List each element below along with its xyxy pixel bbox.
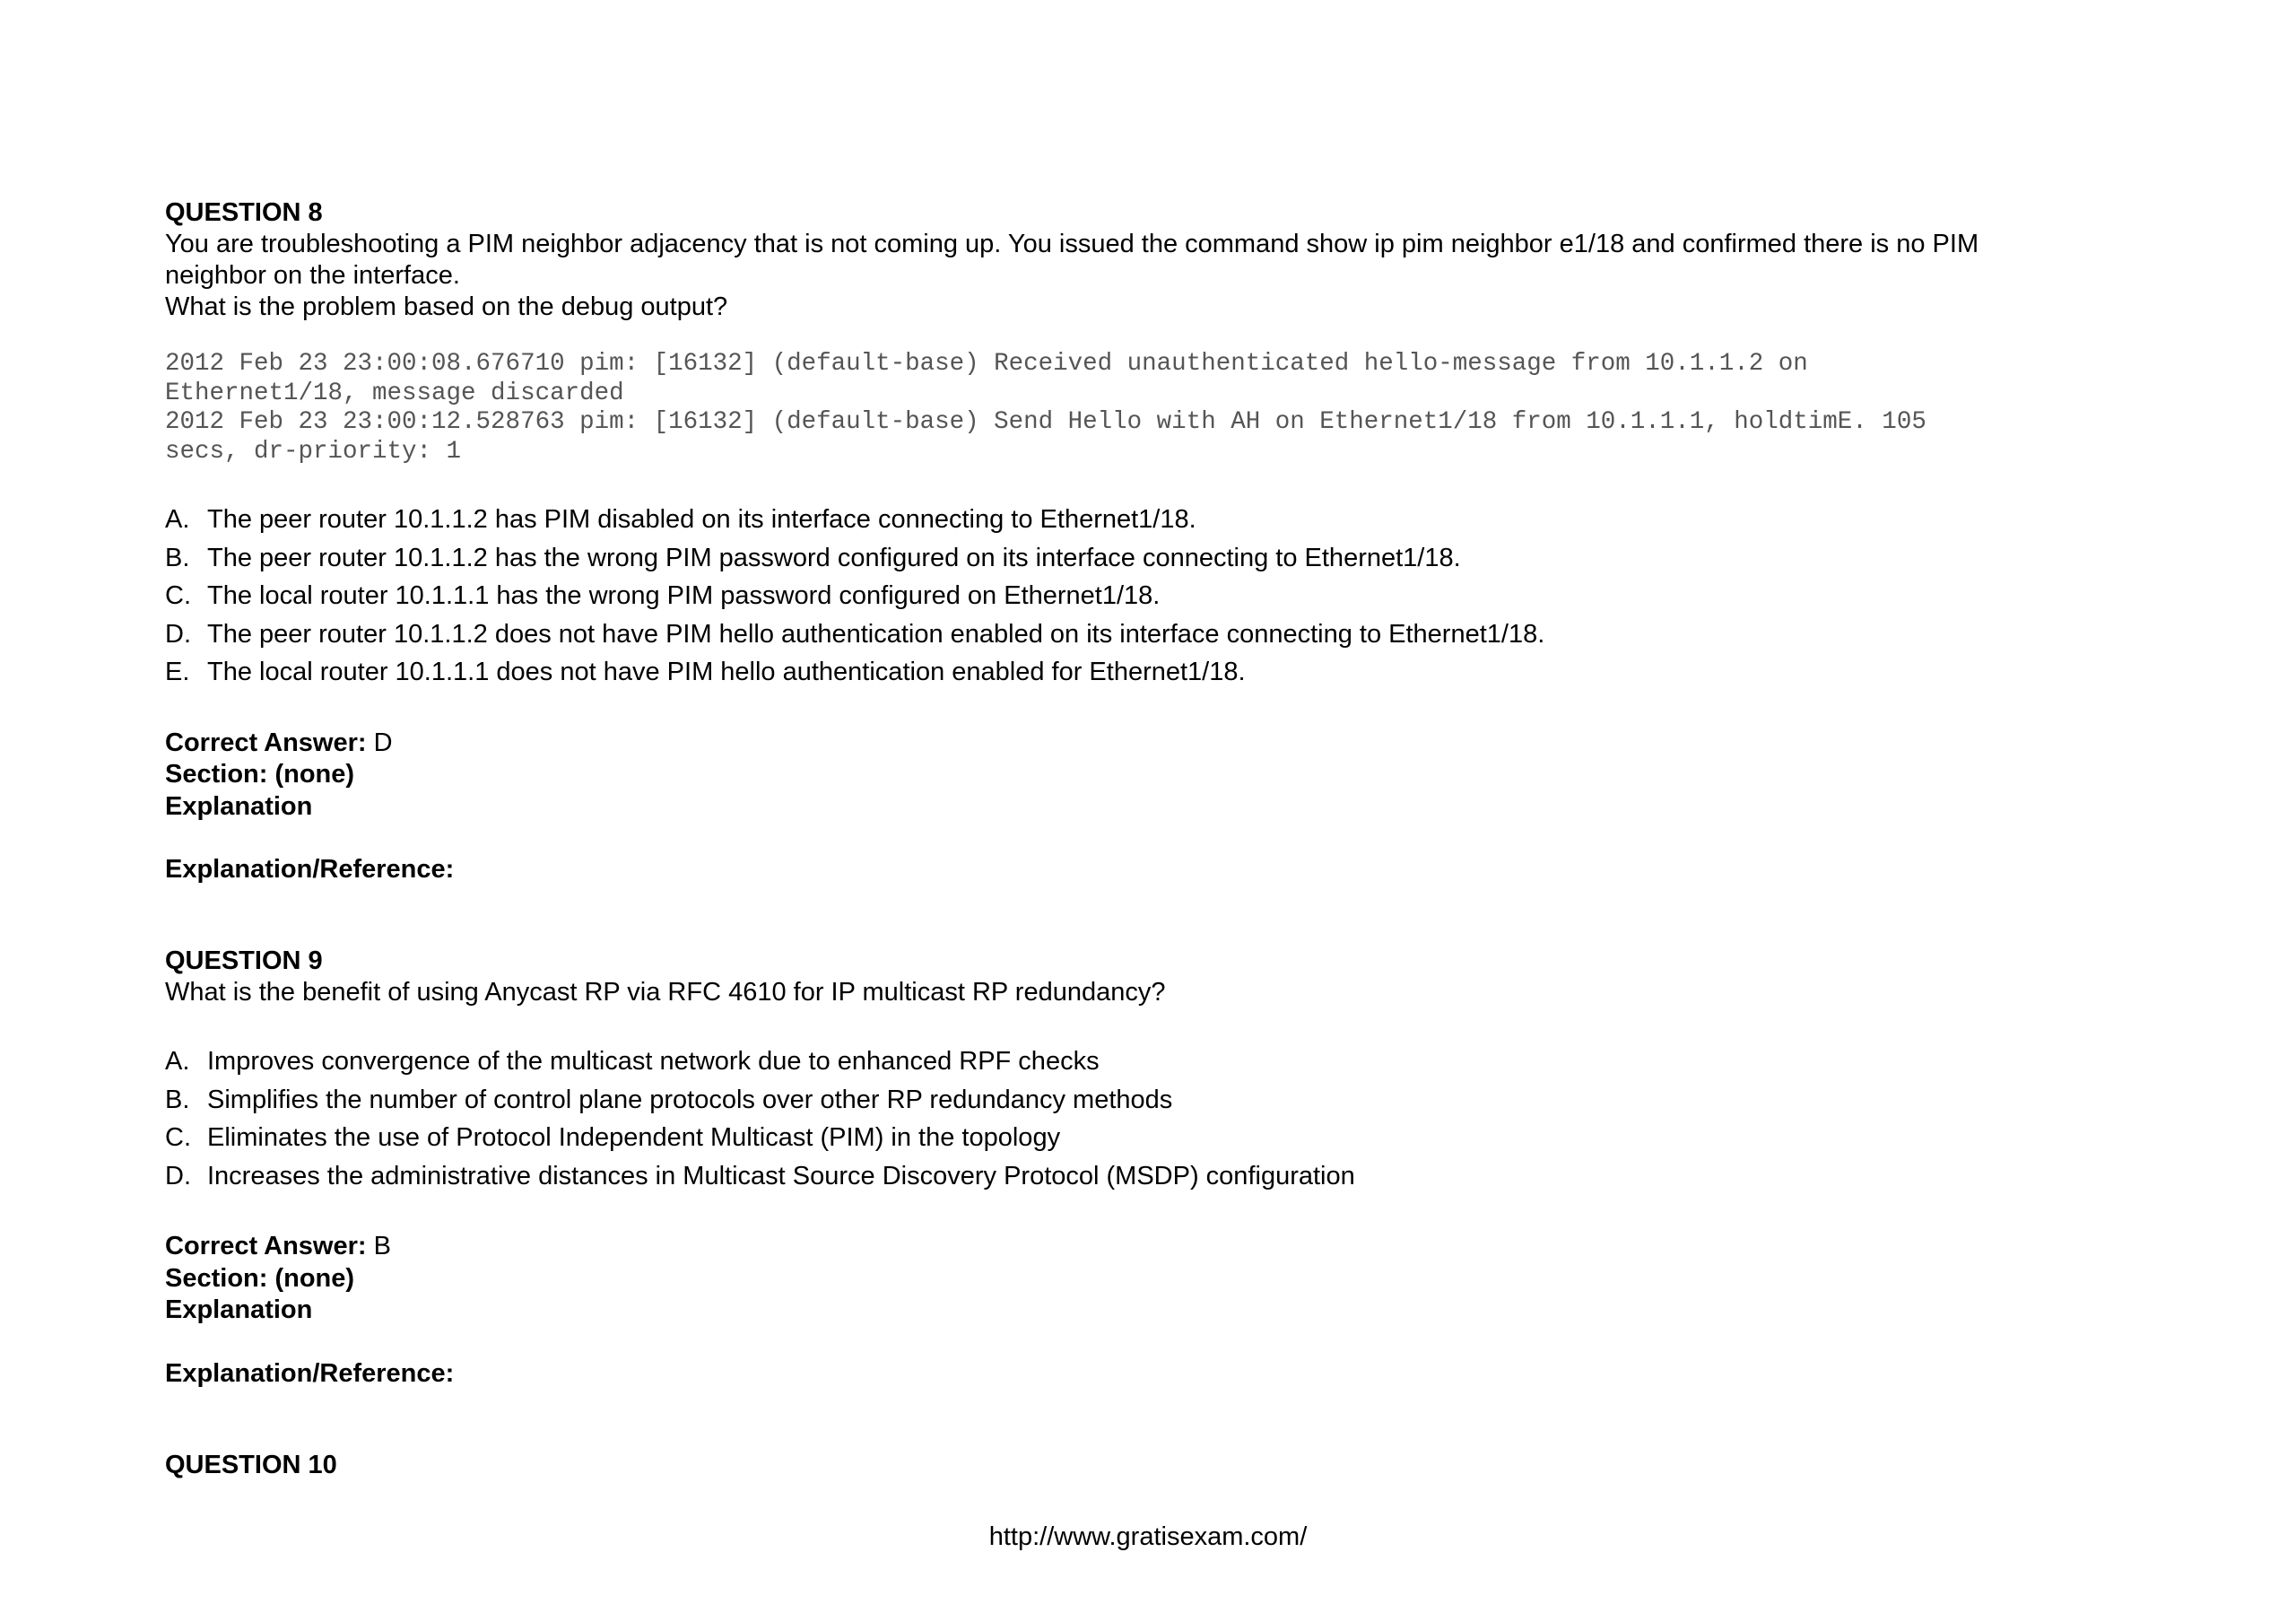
question-10 — [165, 1450, 2174, 1481]
answer-meta — [165, 728, 2174, 824]
question-title: QUESTION 9 — [165, 946, 323, 975]
debug-line: secs, dr-priority: 1 — [165, 437, 462, 466]
option-letter: C. — [165, 581, 191, 610]
answer-option — [165, 615, 2174, 654]
option-text: The peer router 10.1.1.2 does not have PIM hello authentication enabled on its interface connecting to Ethernet1/18. — [207, 619, 1545, 649]
explanation-label: Explanation — [165, 791, 313, 821]
footer-url[interactable] — [0, 1522, 2296, 1553]
correct-answer-value: D — [373, 728, 393, 757]
answer-option — [165, 653, 2174, 692]
correct-answer — [165, 728, 2174, 760]
option-letter: B. — [165, 543, 190, 572]
question-title: QUESTION 8 — [165, 198, 323, 227]
explanation-reference-label: Explanation/Reference: — [165, 855, 455, 884]
correct-answer — [165, 1231, 2174, 1263]
answer-option — [165, 577, 2174, 615]
section-label: Section: (none) — [165, 760, 355, 789]
option-letter: E. — [165, 658, 190, 686]
debug-line: Ethernet1/18, message discarded — [165, 379, 624, 407]
option-text: Improves convergence of the multicast network due to enhanced RPF checks — [207, 1047, 1100, 1076]
answer-options — [165, 501, 2174, 692]
option-letter: A. — [165, 505, 190, 534]
answer-options — [165, 1042, 2174, 1195]
question-title: QUESTION 10 — [165, 1450, 337, 1479]
option-text: Simplifies the number of control plane protocols over other RP redundancy methods — [207, 1085, 1173, 1114]
question-8 — [165, 197, 2174, 885]
spacer — [165, 885, 2174, 946]
explanation-reference-label: Explanation/Reference: — [165, 1358, 455, 1388]
question-text-line: You are troubleshooting a PIM neighbor adjacency that is not coming up. You issued the command show ip pim neighbor e1/18 and confirmed there is no PIM — [165, 230, 1979, 258]
debug-line: 2012 Feb 23 23:00:12.528763 pim: [16132] (default-base) Send Hello with AH on Ethernet1/18 from 10.1.1.1, holdtimE. 105 — [165, 408, 1926, 436]
debug-output — [165, 350, 2174, 467]
correct-answer-label: Correct Answer: — [165, 728, 367, 757]
debug-line: 2012 Feb 23 23:00:08.676710 pim: [16132] (default-base) Received unauthenticated hello-message from 10.1.1.2 on — [165, 350, 1808, 378]
section-label: Section: (none) — [165, 1263, 355, 1293]
correct-answer-label: Correct Answer: — [165, 1232, 367, 1260]
document-page — [165, 197, 2174, 1481]
correct-answer-value: B — [373, 1232, 391, 1260]
option-letter: D. — [165, 1161, 191, 1190]
option-letter: C. — [165, 1123, 191, 1152]
question-text-line: What is the benefit of using Anycast RP via RFC 4610 for IP multicast RP redundancy? — [165, 978, 1166, 1007]
question-9 — [165, 946, 2174, 1390]
option-text: Eliminates the use of Protocol Independent Multicast (PIM) in the topology — [207, 1123, 1061, 1152]
option-letter: A. — [165, 1047, 190, 1076]
answer-option — [165, 1042, 2174, 1081]
answer-option — [165, 1081, 2174, 1120]
footer-link[interactable]: http://www.gratisexam.com/ — [988, 1522, 1308, 1551]
answer-option — [165, 539, 2174, 578]
answer-option — [165, 501, 2174, 539]
option-text: Increases the administrative distances in Multicast Source Discovery Protocol (MSDP) configuration — [207, 1161, 1355, 1190]
option-text: The local router 10.1.1.1 does not have PIM hello authentication enabled for Ethernet1/18. — [207, 658, 1246, 686]
question-text-line: What is the problem based on the debug output? — [165, 292, 728, 321]
answer-meta — [165, 1231, 2174, 1327]
answer-option — [165, 1119, 2174, 1157]
answer-option — [165, 1157, 2174, 1196]
option-text: The local router 10.1.1.1 has the wrong PIM password configured on Ethernet1/18. — [207, 581, 1161, 610]
option-text: The peer router 10.1.1.2 has the wrong PIM password configured on its interface connecting to Ethernet1/18. — [207, 543, 1461, 572]
spacer — [165, 1390, 2174, 1450]
explanation-label: Explanation — [165, 1295, 313, 1324]
option-text: The peer router 10.1.1.2 has PIM disabled on its interface connecting to Ethernet1/18. — [207, 505, 1196, 534]
question-text-line: neighbor on the interface. — [165, 261, 460, 290]
option-letter: D. — [165, 619, 191, 649]
option-letter: B. — [165, 1085, 190, 1114]
